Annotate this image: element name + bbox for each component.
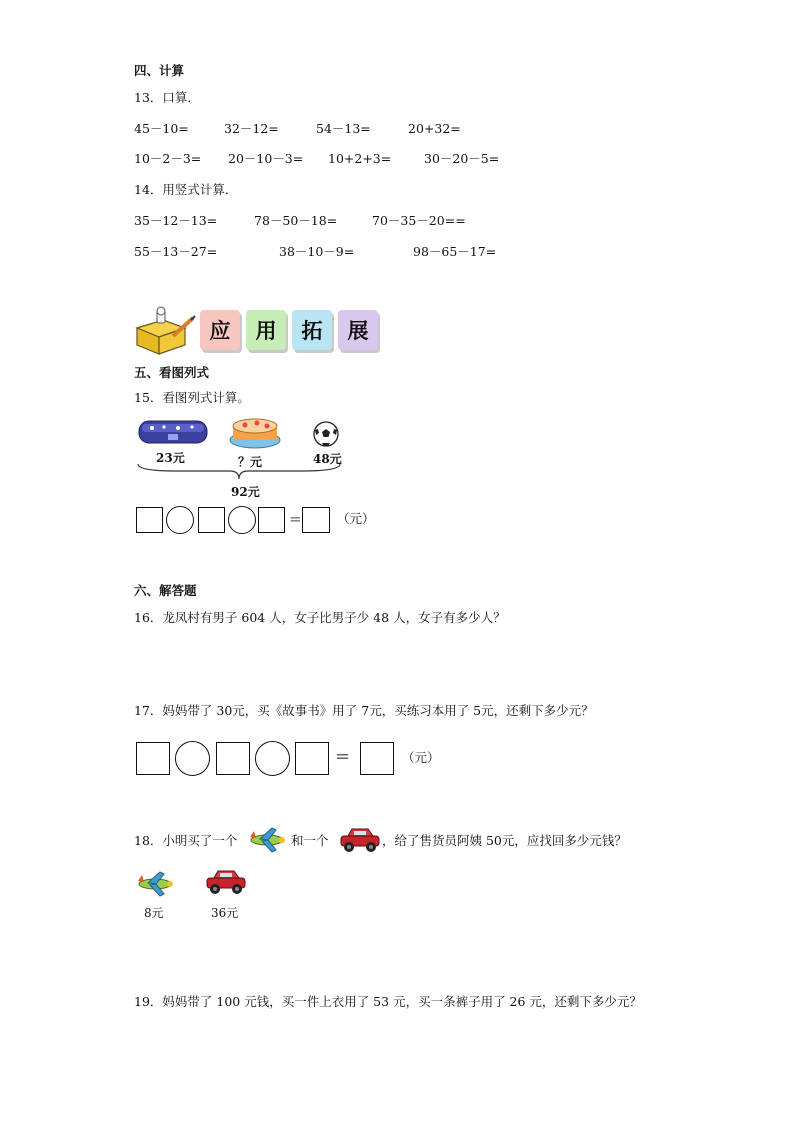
banner-tile-yong: 用 <box>246 310 286 350</box>
answer-box[interactable] <box>216 742 250 775</box>
toy-plane-icon <box>246 825 288 855</box>
vertical-calc-item: 38－10－9= <box>279 244 355 259</box>
operator-circle[interactable] <box>255 741 290 776</box>
banner-tile-ying: 应 <box>200 310 240 350</box>
total-price: 92元 <box>231 485 260 499</box>
answer-box[interactable] <box>136 742 170 775</box>
question-16: 16．龙凤村有男子 604 人，女子比男子少 48 人，女子有多少人？ <box>134 610 506 625</box>
question-15-label: 15．看图列式计算。 <box>134 390 250 405</box>
price-toy-plane: 8元 <box>144 906 164 920</box>
oral-calc-item: 10+2+3= <box>328 151 392 166</box>
banner-tile-zhan: 展 <box>338 310 378 350</box>
price-pencil-case: 23元 <box>156 451 185 465</box>
vertical-calc-item: 70－35－20== <box>372 213 466 228</box>
oral-calc-item: 20+32= <box>408 121 461 136</box>
total-brace <box>136 462 342 484</box>
cake-icon <box>227 414 283 450</box>
toolbox-icon <box>133 306 197 356</box>
toy-plane-icon <box>134 869 176 899</box>
question-13-label: 13．口算． <box>134 90 200 105</box>
vertical-calc-item: 35－12－13= <box>134 213 218 228</box>
price-cake: ？元 <box>238 455 263 469</box>
oral-calc-item: 45－10= <box>134 121 189 136</box>
question-19: 19．妈妈带了 100 元钱，买一件上衣用了 53 元，买一条裤子用了 26 元，还剩下多少元？ <box>134 994 642 1009</box>
oral-calc-item: 10－2－3= <box>134 151 202 166</box>
question-18-suffix: ，给了售货员阿姨 50元，应找回多少元钱？ <box>382 833 627 848</box>
section-5-title: 五、看图列式 <box>134 365 210 380</box>
toy-car-icon <box>204 868 248 896</box>
vertical-calc-item: 78－50－18= <box>254 213 338 228</box>
price-toy-car: 36元 <box>211 906 239 920</box>
pencil-case-icon <box>138 418 208 446</box>
unit-label: （元） <box>337 511 375 526</box>
result-box[interactable] <box>302 507 330 533</box>
section-4-title: 四、计算 <box>134 63 185 78</box>
oral-calc-item: 20－10－3= <box>228 151 304 166</box>
operator-circle[interactable] <box>166 506 194 534</box>
answer-box[interactable] <box>295 742 329 775</box>
vertical-calc-item: 55－13－27= <box>134 244 218 259</box>
question-18-middle: 和一个 <box>291 833 329 848</box>
result-box[interactable] <box>360 742 394 775</box>
question-17: 17．妈妈带了 30元，买《故事书》用了 7元，买练习本用了 5元，还剩下多少元？ <box>134 703 594 718</box>
unit-label: （元） <box>402 750 440 765</box>
banner-tile-tuo: 拓 <box>292 310 332 350</box>
question-18-prefix: 18．小明买了一个 <box>134 833 238 848</box>
price-soccer-ball: 48元 <box>313 452 342 466</box>
oral-calc-item: 54－13= <box>316 121 371 136</box>
answer-box[interactable] <box>258 507 285 533</box>
vertical-calc-item: 98－65－17= <box>413 244 497 259</box>
operator-circle[interactable] <box>228 506 256 534</box>
soccer-ball-icon <box>309 421 343 447</box>
equals-sign: = <box>289 510 302 528</box>
operator-circle[interactable] <box>175 741 210 776</box>
answer-box[interactable] <box>198 507 225 533</box>
answer-box[interactable] <box>136 507 163 533</box>
section-6-title: 六、解答题 <box>134 583 197 598</box>
equals-sign: = <box>335 746 351 767</box>
question-14-label: 14．用竖式计算． <box>134 182 238 197</box>
toy-car-icon <box>338 826 382 854</box>
oral-calc-item: 32－12= <box>224 121 279 136</box>
oral-calc-item: 30－20－5= <box>424 151 500 166</box>
